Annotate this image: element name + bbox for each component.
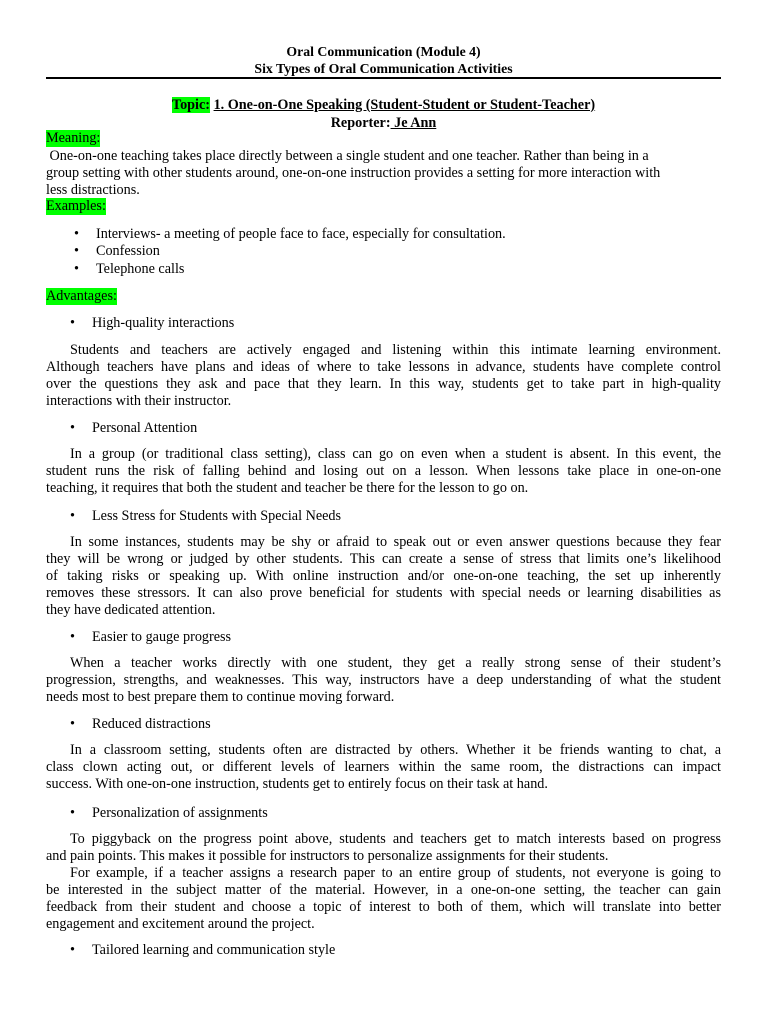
paragraph-line: needs most to best prepare them to continue moving forward. — [46, 689, 395, 705]
example-item: Interviews- a meeting of people face to face, especially for consultation. — [96, 226, 506, 242]
paragraph-line: feedback from their student and choose a topic of interest to both of them, which will translate into better — [46, 899, 721, 915]
paragraph-line: they have dedicated attention. — [46, 602, 216, 618]
bullet-icon: • — [70, 420, 75, 436]
topic-line — [46, 97, 721, 114]
paragraph-line: Although teachers have plans and ideas of where to take lessons in advance, students have complete control — [46, 359, 721, 375]
bullet-icon: • — [70, 942, 75, 958]
advantage-title: Tailored learning and communication style — [92, 942, 336, 958]
bullet-icon: • — [70, 629, 75, 645]
examples-label: Examples: — [46, 198, 106, 214]
advantage-paragraph — [46, 534, 721, 619]
document-title: Oral Communication (Module 4) — [286, 44, 481, 59]
paragraph-line: Students and teachers are actively engaged and listening within this intimate learning environment. — [70, 342, 721, 358]
paragraph-line: To piggyback on the progress point above, students and teachers get to match interests based on progress — [70, 831, 721, 847]
paragraph-line: they will be wrong or judged by other students. This can create a sense of stress that limits one’s likelihood — [46, 551, 721, 567]
bullet-icon: • — [74, 243, 79, 259]
bullet-icon: • — [74, 226, 79, 242]
paragraph-line: over the questions they ask and pace that they learn. In this way, students get to take part in high-quality — [46, 376, 721, 392]
advantage-title: Personalization of assignments — [92, 805, 268, 821]
paragraph-line: engagement and excitement around the project. — [46, 916, 315, 932]
bullet-icon: • — [70, 508, 75, 524]
advantages-label: Advantages: — [46, 288, 117, 304]
header-divider — [46, 77, 721, 79]
paragraph-line: In a group (or traditional class setting), class can go on even when a student is absent. In this event, the — [70, 446, 721, 462]
bullet-icon: • — [74, 261, 79, 277]
paragraph-line: When a teacher works directly with one student, they get a really strong sense of their student’s — [70, 655, 721, 671]
advantage-title: Easier to gauge progress — [92, 629, 232, 645]
paragraph-line: For example, if a teacher assigns a research paper to an entire group of students, not everyone is going to — [70, 865, 721, 881]
advantage-paragraph — [46, 831, 721, 933]
paragraph-line: class clown acting out, or different levels of learners within the same room, the distractions can impact — [46, 759, 721, 775]
reporter-line — [46, 115, 721, 132]
meaning-label: Meaning: — [46, 130, 101, 146]
paragraph-line: In a classroom setting, students often are distracted by others. Whether it be friends wanting to chat, a — [70, 742, 721, 758]
document-page — [46, 0, 721, 1024]
bullet-icon: • — [70, 716, 75, 732]
reporter-name: Je Ann — [390, 115, 437, 131]
advantage-title: Reduced distractions — [92, 716, 211, 732]
paragraph-line: be interested in the subject matter of the material. However, in a one-on-one setting, the teacher can gain — [46, 882, 721, 898]
advantage-title: Personal Attention — [92, 420, 198, 436]
meaning-line: group setting with other students around, one-on-one instruction provides a setting for more interaction with — [46, 165, 661, 181]
bullet-icon: • — [70, 805, 75, 821]
paragraph-line: student runs the risk of falling behind and losing out on a lesson. When lessons take place in one-on-one — [46, 463, 721, 479]
paragraph-line: teaching, it requires that both the student and teacher be there for the lesson to go on. — [46, 480, 529, 496]
example-item: Telephone calls — [96, 261, 185, 277]
topic-label: Topic: — [171, 97, 211, 113]
advantage-paragraph — [46, 655, 721, 706]
paragraph-line: removes these stressors. It can also prove beneficial for students with special needs or learning disabilities as — [46, 585, 721, 601]
document-subtitle: Six Types of Oral Communication Activities — [254, 61, 513, 76]
advantage-paragraph — [46, 342, 721, 410]
advantage-title: Less Stress for Students with Special Needs — [92, 508, 342, 524]
example-item: Confession — [96, 243, 160, 259]
meaning-line: One-on-one teaching takes place directly between a single student and one teacher. Rather than being in a — [46, 148, 649, 164]
paragraph-line: interactions with their instructor. — [46, 393, 232, 409]
advantage-title: High-quality interactions — [92, 315, 235, 331]
meaning-paragraph — [46, 148, 721, 199]
bullet-icon: • — [70, 315, 75, 331]
advantage-paragraph — [46, 446, 721, 497]
paragraph-line: progression, strengths, and weaknesses. This way, instructors have a deep understanding of what the student — [46, 672, 721, 688]
advantage-paragraph — [46, 742, 721, 793]
topic-text: 1. One-on-One Speaking (Student-Student or Student-Teacher) — [213, 97, 596, 113]
paragraph-line: and pain points. This makes it possible for instructors to personalize assignments for their students. — [46, 848, 609, 864]
paragraph-line: of taking risks or speaking up. With online instruction and/or one-on-one teaching, the set up inherently — [46, 568, 721, 584]
paragraph-line: success. With one-on-one instruction, students get to entirely focus on their task at hand. — [46, 776, 548, 792]
meaning-line: less distractions. — [46, 182, 140, 198]
reporter-label: Reporter: — [330, 115, 391, 131]
paragraph-line: In some instances, students may be shy or afraid to speak out or even answer questions because they fear — [70, 534, 721, 550]
